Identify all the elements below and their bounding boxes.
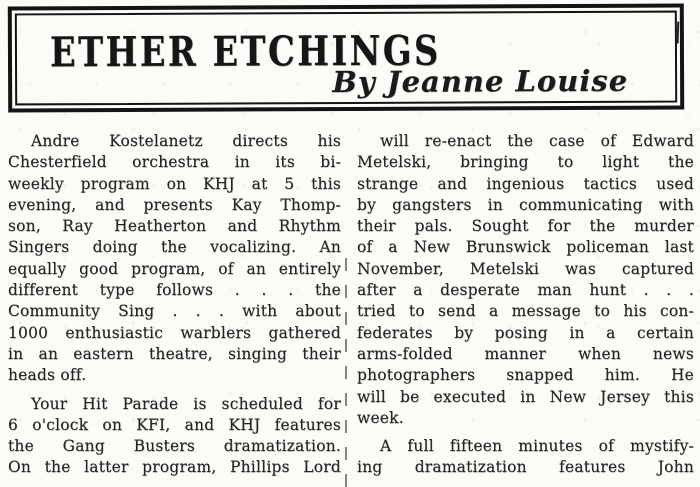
text-line: On the latter program, Phillips Lord: [8, 458, 342, 477]
byline: By Jeanne Louise: [332, 63, 629, 100]
left-column: [8, 131, 341, 486]
text-line: ing dramatization features John: [357, 458, 694, 477]
text-line: Metelski, bringing to light the: [357, 153, 694, 172]
masthead-box: [8, 4, 684, 113]
text-line: after a desperate man hunt . . .: [357, 281, 694, 300]
text-line: will be executed in New Jersey this: [357, 387, 694, 406]
text-line: by gangsters in communicating with: [357, 195, 694, 214]
column-title: ETHER ETCHINGS: [49, 26, 441, 77]
paragraph: [8, 131, 341, 387]
text-line: 1000 enthusiastic warblers gathered: [8, 323, 342, 342]
text-line: weekly program on KHJ at 5 this: [8, 174, 342, 193]
text-line: their pals. Sought for the murder: [357, 217, 694, 236]
paragraph: [8, 394, 341, 479]
text-line: will re-enact the case of Edward: [380, 132, 694, 150]
right-column: [357, 131, 694, 486]
text-line: son, Ray Heatherton and Rhythm: [8, 217, 342, 236]
paragraph: [357, 436, 694, 479]
text-line: November, Metelski was captured: [357, 259, 694, 278]
text-line: strange and ingenious tactics used: [357, 174, 694, 193]
text-line: heads off.: [8, 366, 87, 385]
text-line: Chesterfield orchestra in its bi-: [8, 153, 342, 172]
text-line: arms-folded manner when news: [357, 344, 694, 363]
text-line: Singers doing the vocalizing. An: [8, 238, 342, 257]
text-line: week.: [357, 408, 404, 427]
text-line: Andre Kostelanetz directs his: [31, 132, 342, 150]
text-line: Your Hit Parade is scheduled for: [31, 394, 342, 413]
text-line: different type follows . . . the: [8, 281, 342, 300]
text-line: A full fifteen minutes of mystify-: [380, 437, 694, 456]
text-line: the Gang Busters dramatization.: [8, 437, 342, 456]
paragraph: [357, 131, 694, 429]
text-line: of a New Brunswick policeman last: [357, 238, 694, 257]
text-line: equally good program, of an entirely: [8, 259, 342, 278]
text-line: 6 o'clock on KFI, and KHJ features: [8, 415, 342, 434]
scan-artifact-mark: [677, 22, 680, 44]
column-divider-rule: [345, 258, 347, 487]
text-line: evening, and presents Kay Thomp-: [8, 195, 342, 214]
text-line: Community Sing . . . with about: [8, 302, 342, 321]
text-line: federates by posing in a certain: [357, 323, 694, 342]
text-line: in an eastern theatre, singing their: [8, 344, 342, 363]
text-line: tried to send a message to his con-: [357, 302, 694, 321]
article-body: [8, 131, 694, 486]
text-line: photographers snapped him. He: [357, 366, 694, 385]
